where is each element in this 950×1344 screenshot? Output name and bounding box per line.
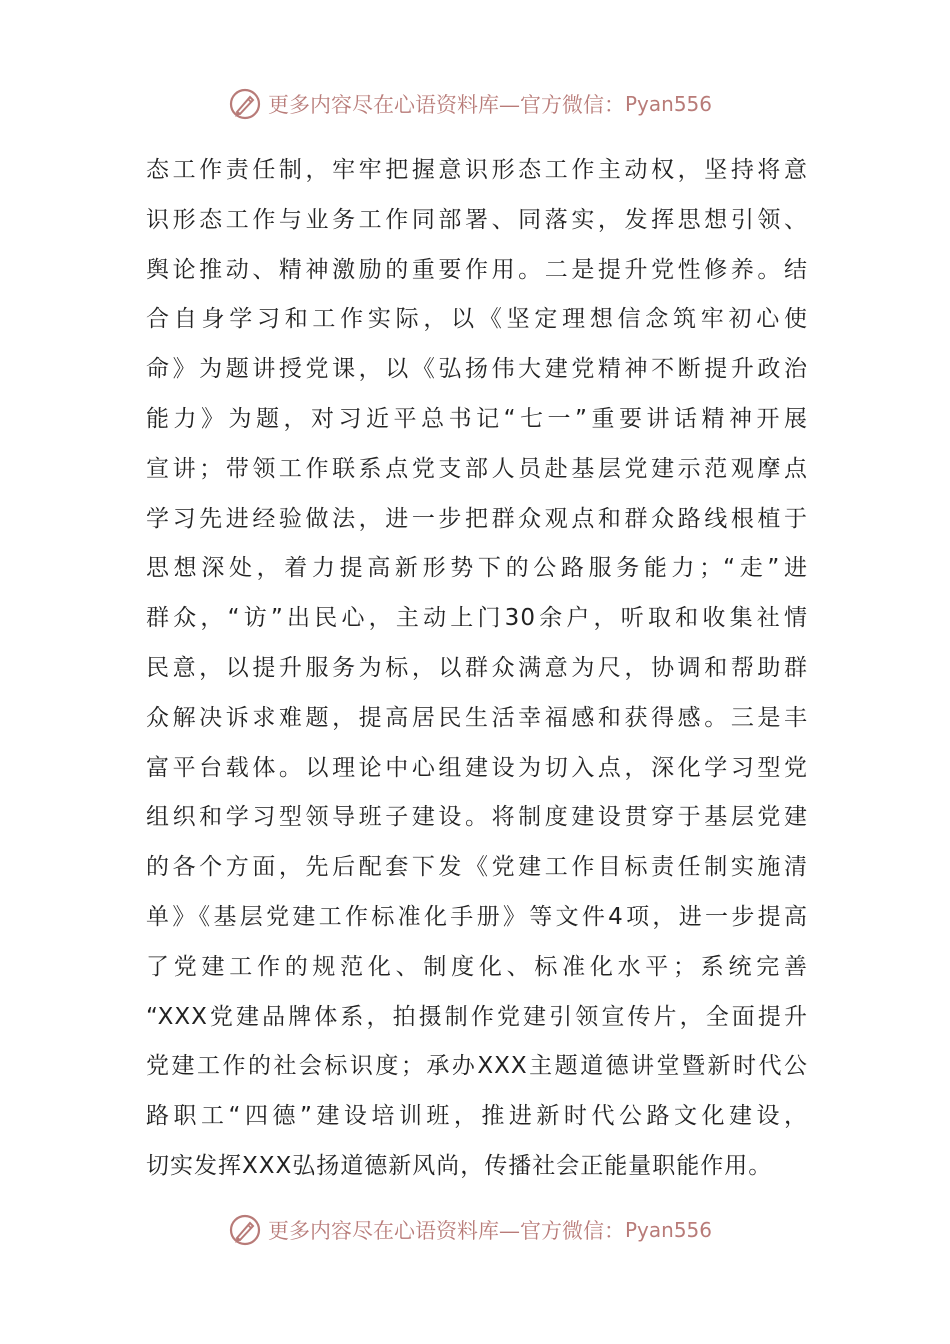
body-text-line: 党建工作的社会标识度；承办XXX主题道德讲堂暨新时代公 (146, 1053, 808, 1080)
body-text-line: 学习先进经验做法，进一步把群众观点和群众路线根植于 (146, 505, 808, 532)
body-text-line: 态工作责任制，牢牢把握意识形态工作主动权，坚持将意 (146, 157, 808, 183)
body-text-line: “XXX党建品牌体系，拍摄制作党建引领宣传片，全面提升 (146, 1003, 808, 1030)
document-body (146, 146, 808, 1192)
body-text-line: 组织和学习型领导班子建设。将制度建设贯穿于基层党建 (146, 804, 808, 831)
body-text-line: 宣讲；带领工作联系点党支部人员赴基层党建示范观摩点 (146, 455, 808, 482)
body-text-line: 切实发挥XXX弘扬道德新风尚，传播社会正能量职能作用。 (146, 1152, 773, 1179)
header-watermark (228, 84, 748, 124)
body-text-line: 命》为题讲授党课，以《弘扬伟大建党精神不断提升政治 (146, 356, 808, 383)
body-text-line: 思想深处，着力提高新形势下的公路服务能力；“走”进 (146, 555, 808, 582)
body-text-line: 民意，以提升服务为标，以群众满意为尺，协调和帮助群 (146, 654, 808, 681)
pen-circle-icon (228, 87, 262, 121)
body-text-line: 富平台载体。以理论中心组建设为切入点，深化学习型党 (146, 754, 808, 781)
body-text-line: 的各个方面，先后配套下发《党建工作目标责任制实施清 (146, 854, 808, 881)
body-text-line: 舆论推动、精神激励的重要作用。二是提升党性修养。结 (146, 256, 808, 283)
body-text-line: 识形态工作与业务工作同部署、同落实，发挥思想引领、 (146, 206, 808, 233)
body-text-line: 群众，“访”出民心，主动上门30余户，听取和收集社情 (146, 605, 808, 632)
pen-circle-icon (228, 1213, 262, 1247)
footer-watermark (228, 1210, 748, 1250)
body-text-line: 了党建工作的规范化、制度化、标准化水平；系统完善 (146, 953, 808, 980)
watermark-text: 更多内容尽在心语资料库—官方微信： (268, 1219, 625, 1243)
watermark-wechat-id: Pyan556 (625, 1218, 713, 1242)
body-text-line: 单》《基层党建工作标准化手册》等文件4项，进一步提高 (146, 903, 808, 930)
body-text-line: 路职工“四德”建设培训班，推进新时代公路文化建设， (146, 1103, 808, 1130)
body-text-line: 能力》为题，对习近平总书记“七一”重要讲话精神开展 (146, 405, 808, 432)
body-text-line: 合自身学习和工作实际，以《坚定理想信念筑牢初心使 (146, 306, 808, 333)
body-text-line: 众解决诉求难题，提高居民生活幸福感和获得感。三是丰 (146, 704, 808, 731)
watermark-wechat-id: Pyan556 (625, 92, 713, 116)
watermark-text: 更多内容尽在心语资料库—官方微信： (268, 93, 625, 117)
